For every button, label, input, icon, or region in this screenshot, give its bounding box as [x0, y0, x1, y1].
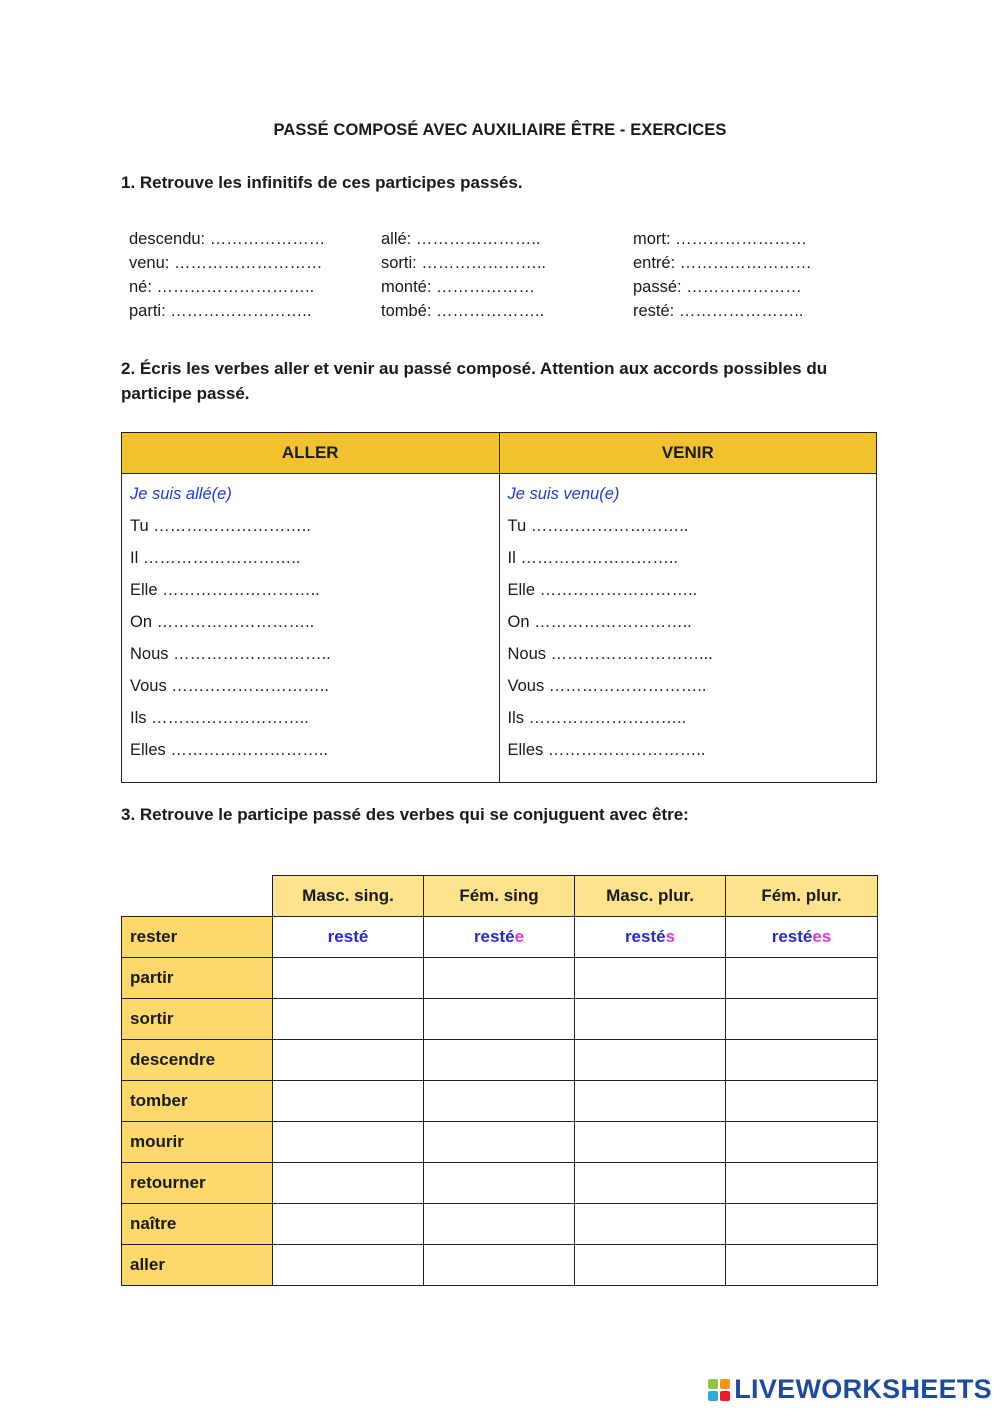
- answer-cell[interactable]: [273, 1081, 424, 1122]
- verb-label: sortir: [122, 999, 273, 1040]
- example-stem: resté: [327, 927, 369, 946]
- answer-cell[interactable]: [273, 1163, 424, 1204]
- aller-model: Je suis allé(e): [130, 485, 232, 503]
- aller-line[interactable]: Elles ………………………..: [130, 741, 329, 759]
- answer-cell[interactable]: [424, 1081, 575, 1122]
- answer-cell[interactable]: [726, 1122, 878, 1163]
- participle-table: [121, 875, 878, 1286]
- table-row: [122, 999, 878, 1040]
- page-title: PASSÉ COMPOSÉ AVEC AUXILIAIRE ÊTRE - EXERCICES: [273, 121, 727, 139]
- table-row: [122, 958, 878, 999]
- list-item: né: ………………………..: [129, 278, 315, 296]
- aller-column: [122, 474, 500, 783]
- verb-label: retourner: [122, 1163, 273, 1204]
- answer-cell[interactable]: [575, 999, 726, 1040]
- answer-cell[interactable]: [575, 1122, 726, 1163]
- answer-cell[interactable]: [726, 1204, 878, 1245]
- list-item: resté: …………………..: [633, 302, 804, 320]
- list-item: monté: ………………: [381, 278, 536, 296]
- venir-line[interactable]: Il ………………………..: [507, 549, 679, 567]
- answer-cell[interactable]: [726, 1163, 878, 1204]
- answer-cell[interactable]: [273, 1204, 424, 1245]
- column-header-aller: ALLER: [122, 433, 500, 474]
- answer-cell[interactable]: [575, 1204, 726, 1245]
- answer-cell[interactable]: [273, 1040, 424, 1081]
- answer-cell[interactable]: [424, 999, 575, 1040]
- verb-label: naître: [122, 1204, 273, 1245]
- header-masc-plur: Masc. plur.: [575, 876, 726, 917]
- example-suffix: e: [514, 927, 525, 946]
- example-stem: resté: [624, 927, 666, 946]
- answer-cell[interactable]: [575, 1163, 726, 1204]
- list-item: descendu: …………………: [129, 230, 326, 248]
- header-fem-plur: Fém. plur.: [726, 876, 878, 917]
- venir-line[interactable]: Vous ………………………..: [507, 677, 707, 695]
- answer-cell[interactable]: [726, 958, 878, 999]
- aller-line[interactable]: Elle ………………………..: [130, 581, 320, 599]
- logo-square-icon: [708, 1379, 718, 1389]
- logo-text: LIVEWORKSHEETS: [734, 1374, 992, 1404]
- answer-cell[interactable]: [726, 1245, 878, 1286]
- table-row: [122, 1163, 878, 1204]
- venir-line[interactable]: Nous ………………………...: [507, 645, 713, 663]
- verb-label: descendre: [122, 1040, 273, 1081]
- list-item: allé: …………………..: [381, 230, 541, 248]
- list-item: sorti: …………………..: [381, 254, 547, 272]
- answer-cell[interactable]: [273, 1245, 424, 1286]
- example-stem: resté: [473, 927, 515, 946]
- column-header-venir: VENIR: [499, 433, 877, 474]
- answer-cell[interactable]: [424, 1163, 575, 1204]
- venir-line[interactable]: Elle ………………………..: [507, 581, 698, 599]
- list-item: passé: …………………: [633, 278, 802, 296]
- example-masc-plur: [575, 917, 726, 958]
- example-fem-plur: [726, 917, 878, 958]
- verb-label: partir: [122, 958, 273, 999]
- venir-line[interactable]: Tu ………………………..: [507, 517, 689, 535]
- answer-cell[interactable]: [424, 1040, 575, 1081]
- example-stem: resté: [771, 927, 813, 946]
- venir-model: Je suis venu(e): [507, 485, 620, 503]
- answer-cell[interactable]: [726, 1081, 878, 1122]
- answer-cell[interactable]: [424, 1122, 575, 1163]
- logo-square-icon: [720, 1379, 730, 1389]
- example-suffix: es: [812, 927, 832, 946]
- answer-cell[interactable]: [726, 1040, 878, 1081]
- answer-cell[interactable]: [575, 958, 726, 999]
- header-masc-sing: Masc. sing.: [273, 876, 424, 917]
- answer-cell[interactable]: [726, 999, 878, 1040]
- aller-line[interactable]: Il ………………………..: [130, 549, 301, 567]
- list-item: mort: ……………………: [633, 230, 808, 248]
- table-row: [122, 1040, 878, 1081]
- example-suffix: s: [665, 927, 676, 946]
- venir-line[interactable]: On ………………………..: [507, 613, 692, 631]
- verb-label: aller: [122, 1245, 273, 1286]
- section-2-heading: 2. Écris les verbes aller et venir au passé composé. Attention aux accords possibles du participe passé.: [121, 359, 828, 403]
- answer-cell[interactable]: [273, 1122, 424, 1163]
- venir-line[interactable]: Ils ………………………..: [507, 709, 687, 727]
- answer-cell[interactable]: [424, 1204, 575, 1245]
- table-row: [122, 1245, 878, 1286]
- conjugation-table: [121, 432, 877, 783]
- example-masc-sing: [273, 917, 424, 958]
- answer-cell[interactable]: [575, 1040, 726, 1081]
- aller-line[interactable]: Vous ………………………..: [130, 677, 329, 695]
- answer-cell[interactable]: [575, 1245, 726, 1286]
- section-3-heading: 3. Retrouve le participe passé des verbes qui se conjuguent avec être:: [121, 805, 689, 824]
- aller-line[interactable]: Nous ………………………..: [130, 645, 331, 663]
- list-item: tombé: ………………..: [381, 302, 545, 320]
- verb-label: rester: [122, 917, 273, 958]
- liveworksheets-logo[interactable]: [708, 1374, 992, 1405]
- logo-square-icon: [708, 1391, 718, 1401]
- aller-line[interactable]: On ………………………..: [130, 613, 315, 631]
- table-row: [122, 1122, 878, 1163]
- venir-line[interactable]: Elles ………………………..: [507, 741, 706, 759]
- verb-label: mourir: [122, 1122, 273, 1163]
- example-fem-sing: [424, 917, 575, 958]
- list-item: entré: ……………………: [633, 254, 812, 272]
- answer-cell[interactable]: [273, 999, 424, 1040]
- answer-cell[interactable]: [273, 958, 424, 999]
- logo-icon: [708, 1379, 730, 1401]
- answer-cell[interactable]: [424, 1245, 575, 1286]
- table-row: [122, 1081, 878, 1122]
- aller-line[interactable]: Ils ………………………..: [130, 709, 309, 727]
- aller-line[interactable]: Tu ………………………..: [130, 517, 311, 535]
- verb-label: tomber: [122, 1081, 273, 1122]
- header-fem-sing: Fém. sing: [424, 876, 575, 917]
- table-row: [122, 1204, 878, 1245]
- section-1-heading: 1. Retrouve les infinitifs de ces participes passés.: [121, 173, 523, 192]
- table-row: [122, 917, 878, 958]
- venir-column: [499, 474, 877, 783]
- logo-square-icon: [720, 1391, 730, 1401]
- list-item: parti: ……………………..: [129, 302, 312, 320]
- participles-list: [129, 227, 889, 323]
- answer-cell[interactable]: [424, 958, 575, 999]
- answer-cell[interactable]: [575, 1081, 726, 1122]
- list-item: venu: ………………………: [129, 254, 323, 272]
- corner-cell: [122, 876, 273, 917]
